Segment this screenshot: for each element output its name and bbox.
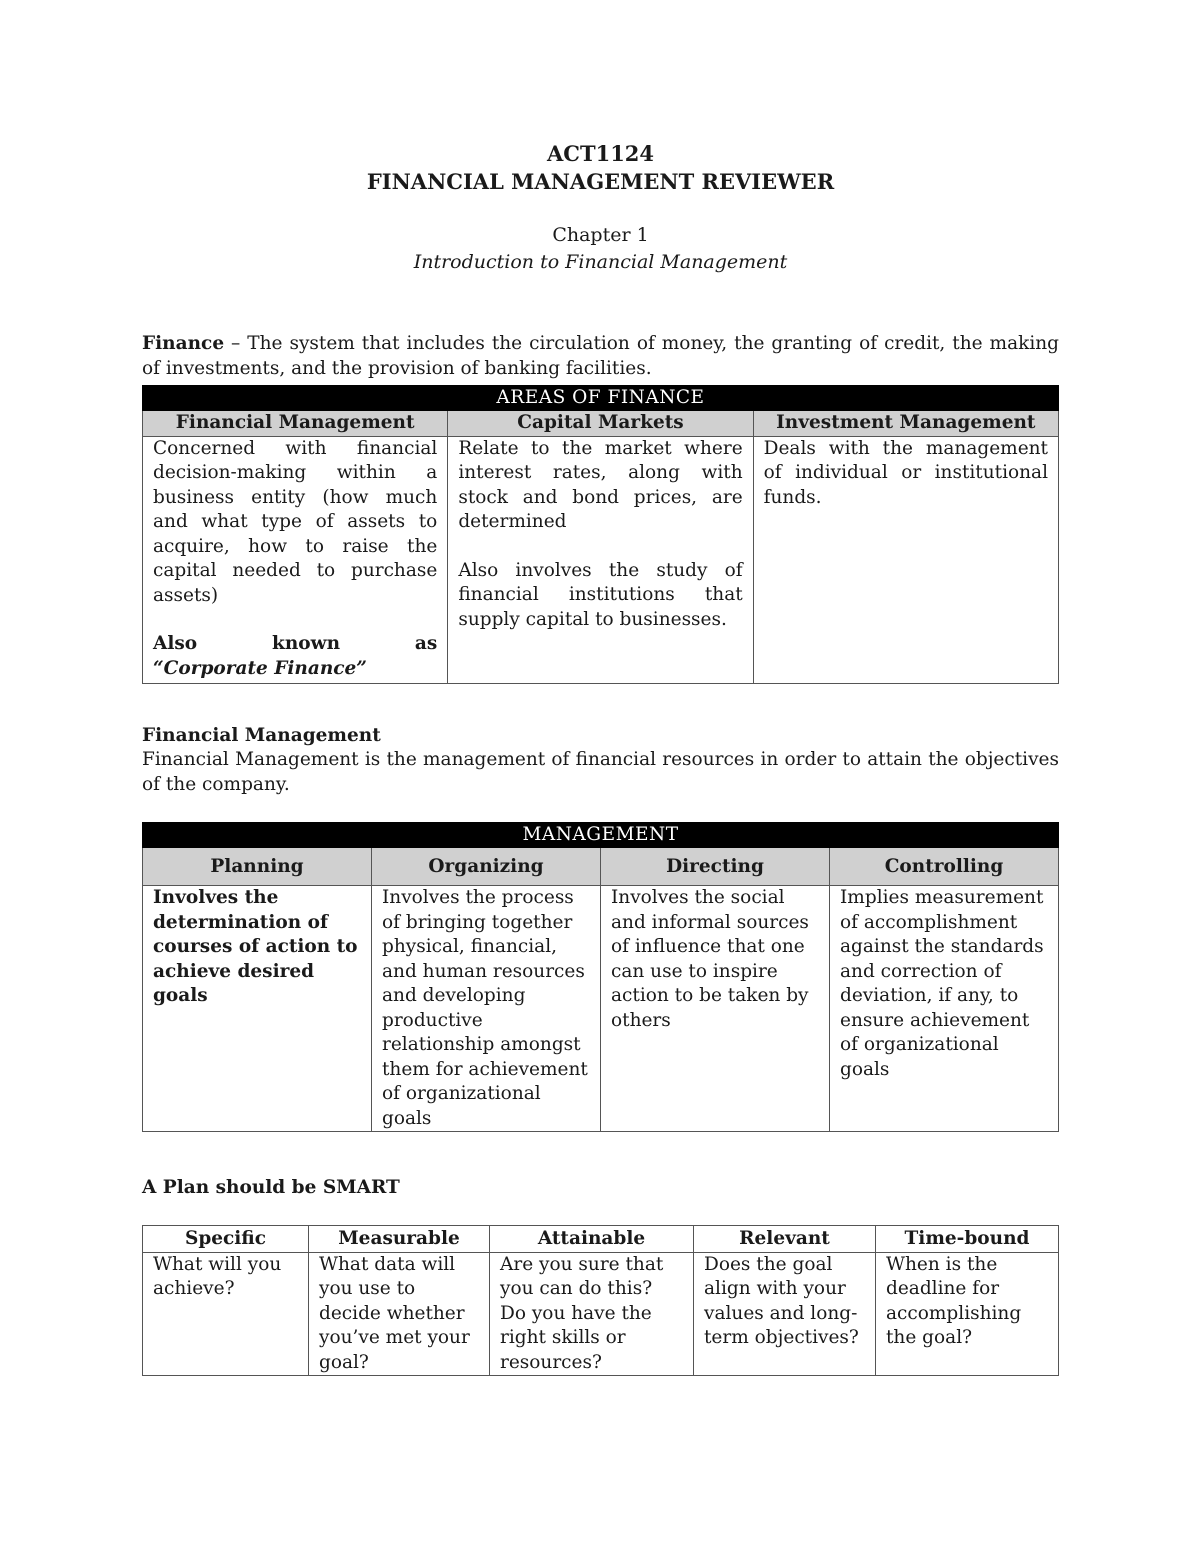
course-code: ACT1124 <box>546 141 655 166</box>
management-table <box>142 822 1059 1132</box>
cell-investment-management <box>753 436 1058 683</box>
cell-relevant: Does the goal align with your values and long-term objectives? <box>694 1252 876 1376</box>
fm-section-heading: Financial Management <box>142 724 381 746</box>
col-investment-management: Investment Management <box>753 411 1058 437</box>
areas-banner: AREAS OF FINANCE <box>143 386 1059 411</box>
col-measurable: Measurable <box>309 1225 490 1252</box>
fm-aka: Also known as <box>153 633 438 654</box>
cell-controlling: Implies measurement of accomplishment against the standards and correction of deviation, if any, to ensure achievement of organizational goals <box>830 886 1059 1132</box>
document-title: FINANCIAL MANAGEMENT REVIEWER <box>366 169 835 194</box>
cm-description-1: Relate to the market where interest rates, along with stock and bond prices, are determined <box>458 437 743 532</box>
im-description: Deals with the management of individual or institutional funds. <box>763 437 1048 508</box>
areas-of-finance-table <box>142 385 1059 684</box>
cell-organizing: Involves the process of bringing together physical, financial, and human resources and developing productive relationship amongst them for achievement of organizational goals <box>372 886 601 1132</box>
chapter-label: Chapter 1 <box>552 224 649 246</box>
col-financial-management: Financial Management <box>143 411 448 437</box>
col-time-bound: Time-bound <box>876 1225 1059 1252</box>
cell-financial-management <box>143 436 448 683</box>
smart-table <box>142 1225 1059 1377</box>
fm-aka-name: “Corporate Finance” <box>153 657 367 679</box>
col-specific: Specific <box>143 1225 309 1252</box>
col-relevant: Relevant <box>694 1225 876 1252</box>
document-page <box>142 140 1059 1376</box>
fm-section-text: Financial Management is the management of financial resources in order to attain the objectives of the company. <box>142 749 1059 795</box>
cell-attainable: Are you sure that you can do this? Do you have the right skills or resources? <box>490 1252 694 1376</box>
cell-measurable: What data will you use to decide whether you’ve met your goal? <box>309 1252 490 1376</box>
fm-description: Concerned with financial decision-making within a business entity (how much and what type of assets to acquire, how to raise the capital needed to purchase assets) <box>153 437 438 606</box>
col-attainable: Attainable <box>490 1225 694 1252</box>
cell-capital-markets <box>448 436 753 683</box>
col-directing: Directing <box>601 848 830 886</box>
smart-heading: A Plan should be SMART <box>142 1177 400 1198</box>
col-planning: Planning <box>143 848 372 886</box>
finance-definition-text: – The system that includes the circulation of money, the granting of credit, the making of investments, and the provision of banking facilities. <box>142 333 1059 379</box>
col-capital-markets: Capital Markets <box>448 411 753 437</box>
finance-term: Finance <box>142 333 225 354</box>
cell-specific: What will you achieve? <box>143 1252 309 1376</box>
cm-description-2: Also involves the study of financial institutions that supply capital to businesses. <box>458 559 743 630</box>
cell-directing: Involves the social and informal sources of influence that one can use to inspire action to be taken by others <box>601 886 830 1132</box>
cell-planning: Involves the determination of courses of action to achieve desired goals <box>143 886 372 1132</box>
cell-time-bound: When is the deadline for accomplishing the goal? <box>876 1252 1059 1376</box>
col-organizing: Organizing <box>372 848 601 886</box>
chapter-title: Introduction to Financial Management <box>413 251 788 273</box>
col-controlling: Controlling <box>830 848 1059 886</box>
finance-definition <box>142 332 1059 381</box>
management-banner: MANAGEMENT <box>143 823 1059 848</box>
